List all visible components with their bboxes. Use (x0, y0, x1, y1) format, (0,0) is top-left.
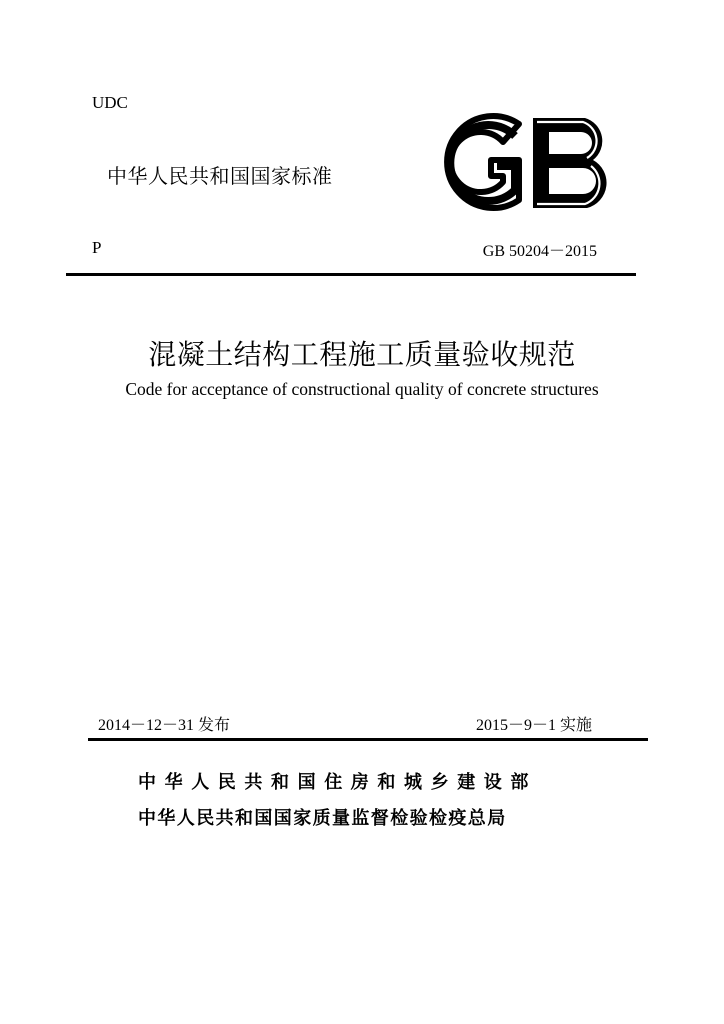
bottom-divider (88, 738, 648, 741)
category-code: P (92, 238, 102, 257)
issue-date: 2014－12－31 发布 (98, 717, 231, 734)
publisher-ministry: 中华人民共和国住房和城乡建设部 (138, 772, 537, 793)
standard-type: 中华人民共和国国家标准 (107, 164, 333, 188)
title-english: Code for acceptance of constructional quality of concrete structures (125, 379, 599, 399)
publisher-aqsiq: 中华人民共和国国家质量监督检验检疫总局 (138, 808, 507, 829)
top-divider (66, 273, 636, 276)
title-chinese: 混凝土结构工程施工质量验收规范 (148, 338, 576, 371)
svg-text:GB: GB (437, 110, 439, 111)
effective-date: 2015－9－1 实施 (475, 717, 592, 734)
standard-number: GB 50204－2015 (482, 243, 597, 260)
udc-label: UDC (92, 93, 128, 112)
gb-logo (437, 110, 617, 214)
